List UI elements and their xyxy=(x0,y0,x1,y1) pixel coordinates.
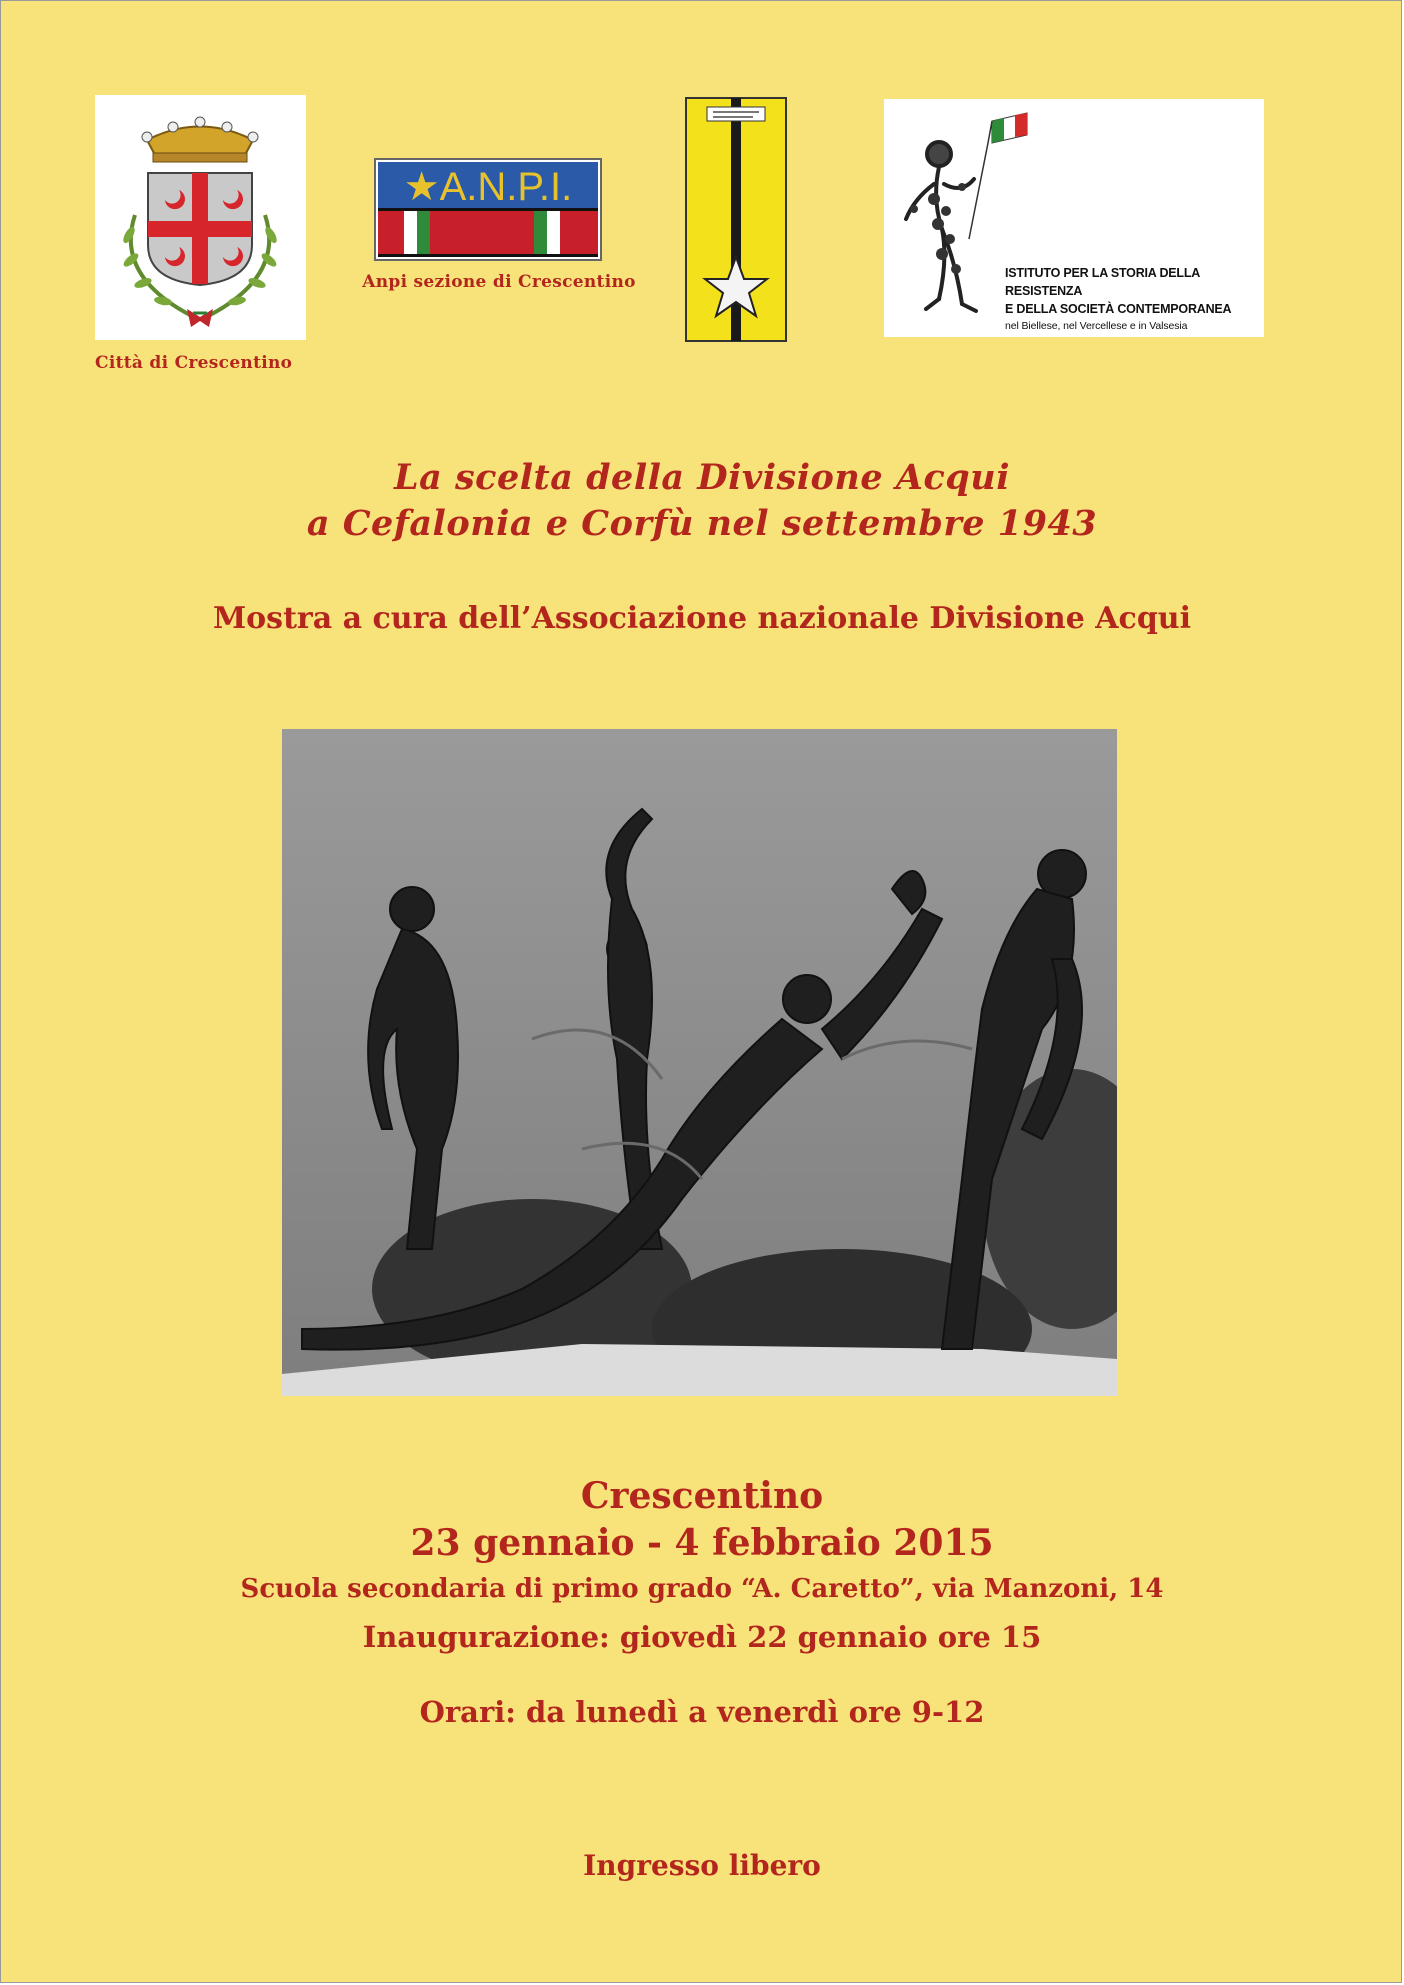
exhibition-subtitle: Mostra a cura dell’Associazione nazionale Divisione Acqui xyxy=(212,601,1192,636)
event-venue: Scuola secondaria di primo grado “A. Caretto”, via Manzoni, 14 xyxy=(240,1574,1164,1604)
city-coat-of-arms-icon xyxy=(95,95,306,340)
event-free-entry: Ingresso libero xyxy=(583,1849,821,1882)
anpi-logo xyxy=(374,158,602,261)
anpi-emblem-text: ★A.N.P.I. xyxy=(403,165,573,209)
exhibition-title-line2: a Cefalonia e Corfù nel settembre 1943 xyxy=(306,503,1098,544)
anpi-emblem-icon xyxy=(374,158,602,261)
event-dates: 23 gennaio - 4 febbraio 2015 xyxy=(410,1522,994,1564)
exhibition-title-line1: La scelta della Divisione Acqui xyxy=(394,457,1010,498)
anpi-caption: Anpi sezione di Crescentino xyxy=(362,272,636,292)
event-opening-hours: Orari: da lunedì a venerdì ore 9-12 xyxy=(419,1695,985,1729)
monument-photo xyxy=(282,729,1117,1396)
yellow-banner-star-icon xyxy=(685,97,787,342)
institute-name-line2: E DELLA SOCIETÀ CONTEMPORANEA xyxy=(1005,302,1232,316)
institute-name-line1: ISTITUTO PER LA STORIA DELLA RESISTENZA xyxy=(1005,266,1200,298)
yellow-banner-logo xyxy=(685,97,787,342)
institute-region-line: nel Biellese, nel Vercellese e in Valsesia xyxy=(1005,320,1188,332)
event-place: Crescentino xyxy=(580,1475,824,1517)
institute-text-block xyxy=(1005,264,1260,334)
city-coat-of-arms-logo xyxy=(95,95,306,340)
city-caption: Città di Crescentino xyxy=(95,353,293,373)
bronze-monument-sculpture-icon xyxy=(282,729,1117,1396)
event-inauguration: Inaugurazione: giovedì 22 gennaio ore 15 xyxy=(362,1620,1042,1654)
